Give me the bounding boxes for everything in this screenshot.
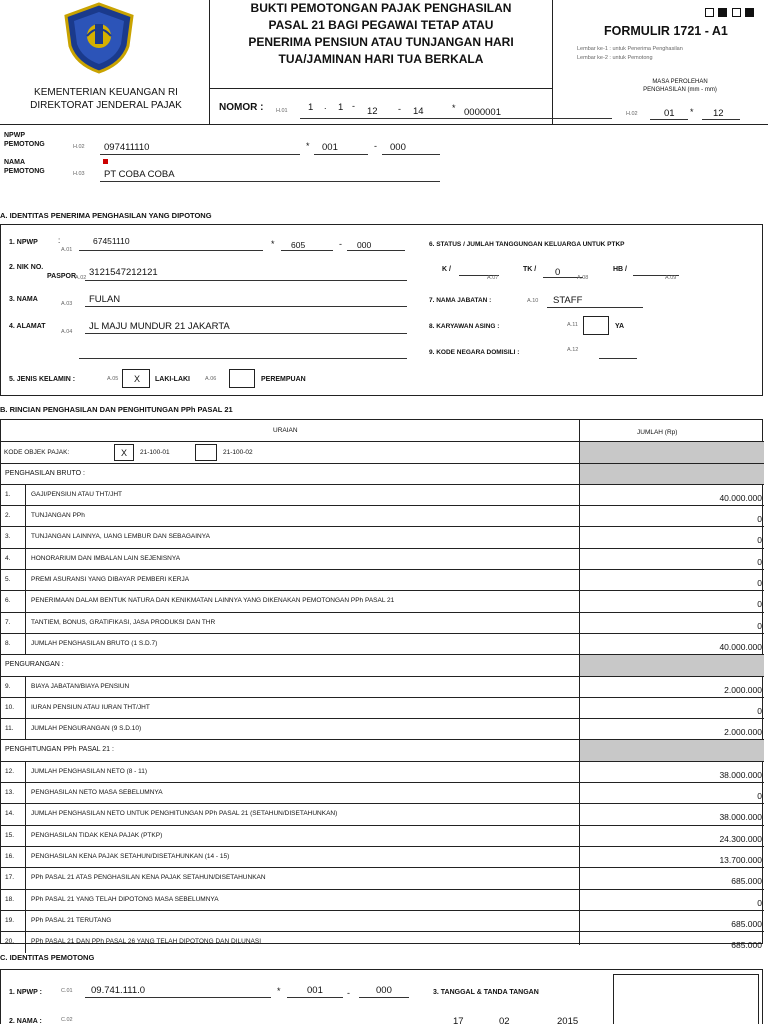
row-number: 17.: [5, 874, 15, 882]
gender-male-checkbox[interactable]: X: [122, 369, 150, 388]
group-header-pengurangan: [1, 654, 764, 676]
nomor-part-1[interactable]: 1: [308, 102, 314, 113]
negara-label: 9. KODE NEGARA DOMISILI :: [429, 349, 520, 356]
row-amount[interactable]: 2.000.000: [724, 727, 762, 738]
group-header-penghitungan: [1, 739, 764, 761]
row-amount[interactable]: 0: [757, 620, 762, 631]
section-b-title: B. RINCIAN PENGHASILAN DAN PENGHITUNGAN PPh PASAL 21: [0, 405, 233, 414]
nama-label: 3. NAMA: [9, 296, 38, 303]
period-to[interactable]: 12: [713, 108, 724, 119]
row-amount[interactable]: 685.000: [731, 940, 762, 951]
row-amount[interactable]: 40.000.000: [719, 492, 762, 503]
section-b-table: [0, 419, 763, 951]
row-description: JUMLAH PENGHASILAN BRUTO (1 S.D.7): [31, 639, 158, 647]
ministry-name: KEMENTERIAN KEUANGAN RI: [34, 87, 178, 98]
npwp-pemotong-label: NPWP: [4, 132, 25, 139]
row-number: 18.: [5, 895, 15, 903]
hb-label: HB /: [613, 266, 627, 273]
tgl-year[interactable]: 2015: [557, 1016, 579, 1024]
table-row: [1, 782, 764, 804]
row-amount[interactable]: 0: [757, 514, 762, 525]
corner-marks: [705, 4, 754, 22]
row-amount[interactable]: 0: [757, 556, 762, 567]
table-row: [1, 718, 764, 740]
row-number: 16.: [5, 852, 15, 860]
tk-value[interactable]: 0: [555, 267, 561, 278]
nik-label: 2. NIK NO.: [9, 264, 44, 271]
tanggal-label: 3. TANGGAL & TANDA TANGAN: [433, 989, 539, 996]
group-label: PENGHASILAN BRUTO :: [5, 469, 86, 477]
row-amount[interactable]: 0: [757, 897, 762, 908]
kode-1-label: 21-100-01: [140, 449, 170, 456]
npwp-status[interactable]: 000: [357, 240, 372, 250]
table-row: [1, 569, 764, 591]
tk-label: TK /: [523, 266, 537, 273]
table-row: [1, 612, 764, 634]
sheet-note-1: Lembar ke-1 : untuk Penerima Penghasilan: [577, 46, 683, 52]
row-number: 6.: [5, 597, 11, 605]
npwp-pemotong-branch[interactable]: 001: [322, 142, 338, 153]
section-a-box: 1. NPWP A.01 : 67451110 * 605 - 000 2. NIK NO. PASPOR A.02 3121547212121 3. NAMA A.03 FULAN 4. ALAMAT A.04 JL MAJU MUNDUR 21 JAKARTA 5. JENIS KELAMIN : A.05 X LAKI-LAKI A.06 PEREMPUAN 6. STATUS / JUMLAH TANGGUNGAN KELUARGA UNTUK PTKP K / A.07 TK / 0 A.08 HB / A.09 7. NAMA JABATAN : A.10 STAFF 8. KARYAWAN ASING : A.11 YA 9. KODE NEGARA DOMISILI : A.12: [0, 224, 763, 396]
row-amount[interactable]: 24.300.000: [719, 833, 762, 844]
row-description: TANTIEM, BONUS, GRATIFIKASI, JASA PRODUKSI DAN THR: [31, 618, 216, 626]
row-number: 13.: [5, 789, 15, 796]
table-row: [1, 931, 764, 953]
table-row: [1, 697, 764, 719]
row-description: TUNJANGAN LAINNYA, UANG LEMBUR DAN SEBAGAINYA: [31, 533, 210, 541]
row-description: PENGHASILAN TIDAK KENA PAJAK (PTKP): [31, 831, 163, 839]
alamat-label: 4. ALAMAT: [9, 323, 46, 330]
section-c-box: 1. NPWP : C.01 09.741.111.0 * 001 - 000 3. TANGGAL & TANDA TANGAN 2. NAMA : C.02 17 02 2015: [0, 969, 763, 1024]
c-npwp-label: 1. NPWP :: [9, 989, 42, 996]
nama-pemotong-value[interactable]: PT COBA COBA: [104, 169, 175, 180]
row-description: JUMLAH PENGHASILAN NETO UNTUK PENGHITUNGAN PPh PASAL 21 (SETAHUN/DISETAHUNKAN): [31, 810, 338, 818]
nomor-label: NOMOR :: [219, 102, 264, 113]
row-number: 3.: [5, 533, 11, 541]
nomor-part-5[interactable]: 0000001: [464, 107, 501, 118]
row-description: PENGHASILAN NETO MASA SEBELUMNYA: [31, 789, 163, 796]
row-amount[interactable]: 685.000: [731, 876, 762, 887]
nomor-part-3[interactable]: 12: [367, 106, 378, 117]
gender-female-checkbox[interactable]: [229, 369, 255, 388]
status-label: 6. STATUS / JUMLAH TANGGUNGAN KELUARGA UNTUK PTKP: [429, 241, 625, 248]
asing-label: 8. KARYAWAN ASING :: [429, 323, 500, 330]
npwp-label: 1. NPWP: [9, 239, 38, 246]
table-row: [1, 846, 764, 868]
nik-value[interactable]: 3121547212121: [89, 267, 158, 278]
row-number: 15.: [5, 831, 15, 839]
row-number: 2.: [5, 512, 11, 520]
asing-checkbox[interactable]: [583, 316, 609, 335]
directorate-name: DIREKTORAT JENDERAL PAJAK: [30, 100, 182, 111]
row-description: JUMLAH PENGHASILAN NETO (8 - 11): [31, 767, 148, 775]
jabatan-label: 7. NAMA JABATAN :: [429, 297, 492, 304]
row-number: 11.: [5, 725, 14, 733]
row-amount[interactable]: 13.700.000: [719, 854, 762, 865]
tgl-month[interactable]: 02: [499, 1016, 510, 1024]
row-description: TUNJANGAN PPh: [31, 512, 85, 520]
sheet-note-2: Lembar ke-2 : untuk Pemotong: [577, 55, 653, 61]
group-label: PENGURANGAN :: [5, 661, 64, 669]
row-number: 1.: [5, 490, 11, 498]
header: KEMENTERIAN KEUANGAN RI DIREKTORAT JENDERAL PAJAK BUKTI PEMOTONGAN PAJAK PENGHASILAN PASAL 21 BAGI PEGAWAI TETAP ATAU PENERIMA PENSIUN ATAU TUNJANGAN HARI TUA/JAMINAN HARI TUA BERKALA FORMULIR 1721 - A1 Lembar ke-1 : untuk Penerima Penghasilan Lembar ke-2 : untuk Pemotong MASA PEROLEHAN PENGHASILAN (mm - mm) H.02 01 * 12 NOMOR : H.01 1 . 1 - 12 - 14 * 0000001: [0, 0, 768, 125]
nomor-part-4[interactable]: 14: [413, 106, 424, 117]
table-row: [1, 825, 764, 847]
row-description: PENERIMAAN DALAM BENTUK NATURA DAN KENIKMATAN LAINNYA YANG DIKENAKAN PEMOTONGAN PPh PASAL 21: [31, 597, 395, 605]
row-number: 4.: [5, 554, 11, 562]
kode-2-checkbox[interactable]: [195, 444, 217, 461]
table-row: [1, 676, 764, 698]
row-amount[interactable]: 0: [757, 599, 762, 610]
col-jumlah: JUMLAH (Rp): [637, 429, 678, 436]
row-amount[interactable]: 0: [757, 535, 762, 546]
c-npwp-branch[interactable]: 001: [307, 985, 323, 996]
period-code: H.02: [626, 111, 638, 117]
c-npwp-status[interactable]: 000: [376, 985, 392, 996]
row-amount[interactable]: 38.000.000: [719, 769, 762, 780]
signature-box[interactable]: [613, 974, 759, 1024]
c-npwp-value[interactable]: 09.741.111.0: [91, 985, 146, 996]
row-description: PPh PASAL 21 YANG TELAH DIPOTONG MASA SEBELUMNYA: [31, 895, 219, 903]
ministry-logo: [62, 2, 136, 74]
row-amount[interactable]: 38.000.000: [719, 812, 762, 823]
period-from[interactable]: 01: [664, 108, 675, 119]
table-row: [1, 867, 764, 889]
row-number: 9.: [5, 682, 11, 690]
row-description: PPh PASAL 21 TERUTANG: [31, 916, 112, 924]
alamat-value[interactable]: JL MAJU MUNDUR 21 JAKARTA: [89, 321, 230, 332]
row-number: 12.: [5, 767, 15, 775]
kode-2-label: 21-100-02: [223, 449, 253, 456]
row-amount[interactable]: 2.000.000: [724, 684, 762, 695]
female-label: PEREMPUAN: [261, 376, 306, 383]
row-number: 5.: [5, 576, 11, 583]
pemotong-block: NPWP PEMOTONG H.02 097411110 * 001 - 000 NAMA PEMOTONG H.03 PT COBA COBA: [0, 126, 768, 196]
table-row: [1, 633, 764, 655]
table-row: [1, 484, 764, 506]
row-description: BIAYA JABATAN/BIAYA PENSIUN: [31, 682, 130, 690]
c-nama-label: 2. NAMA :: [9, 1018, 42, 1024]
row-amount[interactable]: 0: [757, 791, 762, 801]
npwp-value[interactable]: 67451110: [93, 236, 130, 246]
row-amount[interactable]: 0: [757, 705, 762, 716]
col-uraian: URAIAN: [273, 427, 298, 434]
row-description: PPh PASAL 21 ATAS PENGHASILAN KENA PAJAK SETAHUN/DISETAHUNKAN: [31, 874, 266, 882]
row-description: PENGHASILAN KENA PAJAK SETAHUN/DISETAHUNKAN (14 - 15): [31, 852, 230, 860]
row-description: IURAN PENSIUN ATAU IURAN THT/JHT: [31, 703, 150, 711]
row-number: 7.: [5, 618, 11, 626]
row-number: 20.: [5, 938, 15, 946]
row-description: PREMI ASURANSI YANG DIBAYAR PEMBERI KERJA: [31, 576, 190, 583]
npwp-pemotong-status[interactable]: 000: [390, 142, 406, 153]
male-label: LAKI-LAKI: [155, 376, 190, 383]
table-row: [1, 889, 764, 911]
row-description: GAJI/PENSIUN ATAU THT/JHT: [31, 490, 123, 498]
row-number: 10.: [5, 703, 15, 711]
table-row: [1, 590, 764, 612]
row-amount[interactable]: 0: [757, 578, 762, 588]
row-description: HONORARIUM DAN IMBALAN LAIN SEJENISNYA: [31, 554, 181, 562]
nomor-part-2[interactable]: 1: [338, 102, 344, 113]
table-row: [1, 548, 764, 570]
table-row: [1, 761, 764, 783]
group-header-bruto: [1, 463, 764, 485]
nama-pemotong-label: NAMA: [4, 159, 25, 166]
kode-objek-label: KODE OBJEK PAJAK:: [4, 449, 70, 456]
table-row: [1, 526, 764, 548]
row-description: JUMLAH PENGURANGAN (9 S.D.10): [31, 725, 142, 733]
row-number: 19.: [5, 916, 15, 924]
form-name: FORMULIR 1721 - A1: [604, 24, 728, 38]
gender-label: 5. JENIS KELAMIN :: [9, 376, 76, 383]
table-row: [1, 505, 764, 527]
table-row: [1, 803, 764, 825]
row-number: 8.: [5, 639, 11, 647]
tgl-day[interactable]: 17: [453, 1016, 464, 1024]
row-number: 14.: [5, 810, 15, 818]
npwp-branch[interactable]: 605: [291, 240, 306, 250]
k-label: K /: [442, 266, 451, 273]
group-label: PENGHITUNGAN PPh PASAL 21 :: [5, 746, 114, 754]
row-amount[interactable]: 40.000.000: [719, 641, 762, 652]
nama-value[interactable]: FULAN: [89, 294, 121, 305]
row-amount[interactable]: 685.000: [731, 918, 762, 929]
table-row: [1, 910, 764, 932]
period-label: MASA PEROLEHAN: [652, 79, 708, 85]
section-c-title: C. IDENTITAS PEMOTONG: [0, 953, 95, 962]
section-a-title: A. IDENTITAS PENERIMA PENGHASILAN YANG DIPOTONG: [0, 211, 212, 220]
row-description: PPh PASAL 21 DAN PPh PASAL 26 YANG TELAH DIPOTONG DAN DILUNASI: [31, 938, 261, 946]
kode-1-checkbox[interactable]: X: [114, 444, 134, 461]
form-title: BUKTI PEMOTONGAN PAJAK PENGHASILAN PASAL 21 BAGI PEGAWAI TETAP ATAU PENERIMA PENSIUN ATAU TUNJANGAN HARI TUA/JAMINAN HARI TUA BERKALA: [248, 1, 514, 66]
jabatan-value[interactable]: STAFF: [553, 295, 583, 306]
npwp-pemotong-value[interactable]: 097411110: [104, 142, 150, 153]
